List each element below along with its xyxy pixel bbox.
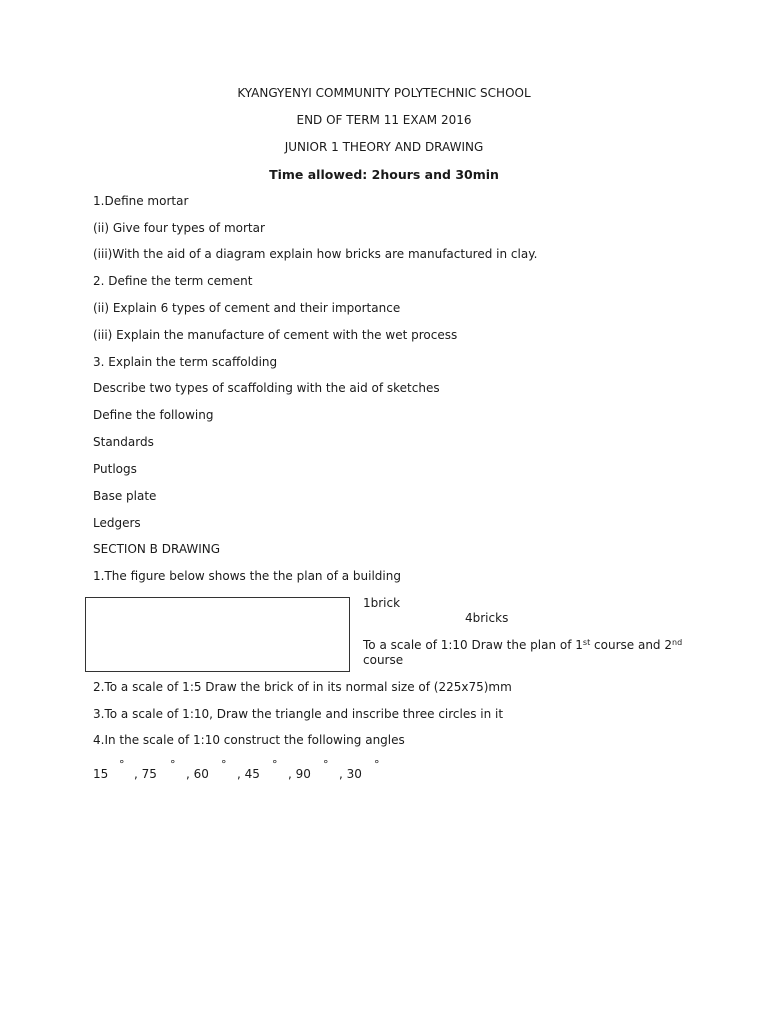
exam-title: END OF TERM 11 EXAM 2016 — [296, 113, 472, 127]
angle-value: , 30 — [339, 767, 362, 781]
term-item: Ledgers — [93, 516, 141, 530]
degree-symbol: ° — [272, 758, 278, 771]
degree-symbol: ° — [323, 758, 329, 771]
figure-instruction: To a scale of 1:10 Draw the plan of 1st course and 2nd — [363, 638, 683, 652]
term-item: Standards — [93, 435, 154, 449]
angle-value: , 60 — [186, 767, 209, 781]
angle-value: 15 — [93, 767, 109, 781]
figure-label-4bricks: 4bricks — [465, 611, 509, 625]
figure-label-1brick: 1brick — [363, 596, 401, 610]
angle-value: , 90 — [288, 767, 311, 781]
building-plan-figure — [85, 597, 350, 672]
question-line: Define the following — [93, 408, 214, 422]
question-line: 1.Define mortar — [93, 194, 189, 208]
degree-symbol: ° — [374, 758, 380, 771]
question-line: (iii)With the aid of a diagram explain how bricks are manufactured in clay. — [93, 247, 538, 261]
question-line: 3.To a scale of 1:10, Draw the triangle and inscribe three circles in it — [93, 707, 504, 721]
degree-symbol: ° — [119, 758, 125, 771]
question-line: 4.In the scale of 1:10 construct the following angles — [93, 733, 405, 747]
question-line: 1.The figure below shows the the plan of a building — [93, 569, 401, 583]
question-line: (iii) Explain the manufacture of cement with the wet process — [93, 328, 458, 342]
question-line: 2.To a scale of 1:5 Draw the brick of in its normal size of (225x75)mm — [93, 680, 512, 694]
school-name: KYANGYENYI COMMUNITY POLYTECHNIC SCHOOL — [237, 86, 531, 100]
question-line: (ii) Give four types of mortar — [93, 221, 265, 235]
question-line: 3. Explain the term scaffolding — [93, 355, 278, 369]
question-line: (ii) Explain 6 types of cement and their importance — [93, 301, 401, 315]
term-item: Base plate — [93, 489, 157, 503]
section-heading: SECTION B DRAWING — [93, 542, 221, 556]
figure-instruction-cont: course — [363, 653, 404, 667]
angle-value: , 45 — [237, 767, 260, 781]
degree-symbol: ° — [221, 758, 227, 771]
degree-symbol: ° — [170, 758, 176, 771]
question-line: 2. Define the term cement — [93, 274, 253, 288]
angle-value: , 75 — [134, 767, 157, 781]
term-item: Putlogs — [93, 462, 137, 476]
subject-title: JUNIOR 1 THEORY AND DRAWING — [284, 140, 484, 154]
time-allowed: Time allowed: 2hours and 30min — [269, 167, 499, 182]
question-line: Describe two types of scaffolding with the aid of sketches — [93, 381, 440, 395]
